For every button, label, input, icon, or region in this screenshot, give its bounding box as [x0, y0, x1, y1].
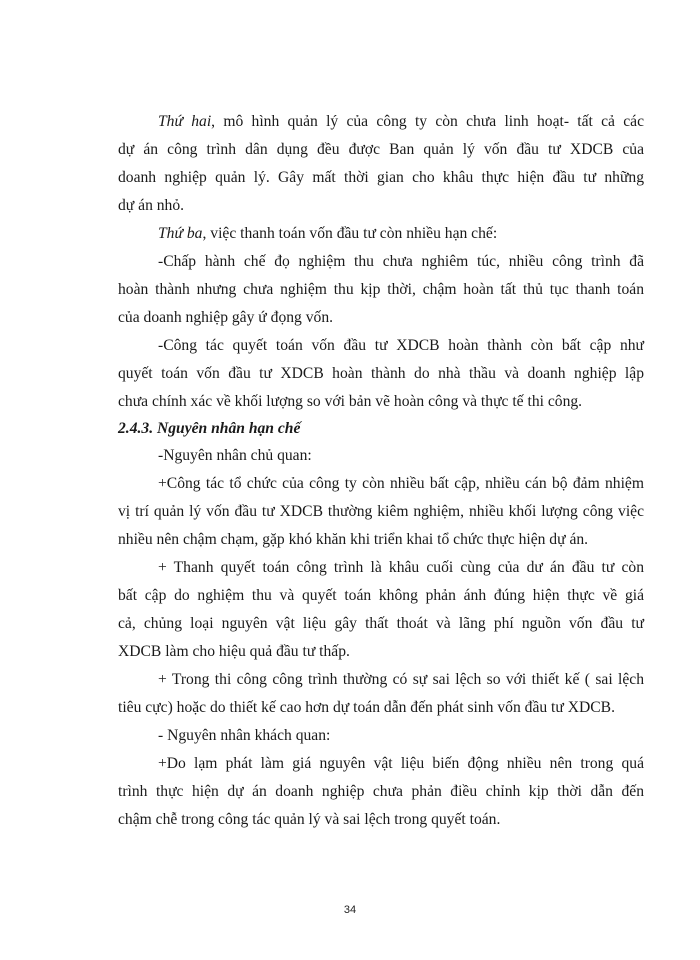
italic-lead-text: Thứ hai	[158, 113, 212, 130]
paragraph-text: , mô hình quản lý của công ty còn chưa linh hoạt- tất cả các	[211, 113, 644, 130]
paragraph-line: của doanh nghiệp gây ứ đọng vốn.	[118, 309, 334, 326]
paragraph-line: +Công tác tổ chức của công ty còn nhiều bất cập, nhiều cán bộ đảm nhiệm	[158, 475, 644, 492]
paragraph-line: + Thanh quyết toán công trình là khâu cuối cùng của dư án đầu tư còn	[158, 559, 644, 576]
paragraph-line: -Chấp hành chế đọ nghiệm thu chưa nghiêm túc, nhiều công trình đã	[158, 253, 644, 270]
paragraph-line: - Nguyên nhân khách quan:	[158, 727, 331, 744]
paragraph-text: , việc thanh toán vốn đầu tư còn nhiều hạn chế:	[202, 225, 498, 242]
paragraph-line: chưa chính xác về khối lượng so với bản vẽ hoàn công và thực tế thi công.	[118, 393, 583, 410]
paragraph-line: XDCB làm cho hiệu quả đầu tư thấp.	[118, 643, 350, 660]
paragraph-line: -Công tác quyết toán vốn đầu tư XDCB hoàn thành còn bất cập như	[158, 337, 644, 354]
paragraph-line: bất cập do nghiệm thu và quyết toán không phản ánh đúng hiện thực về giá	[118, 587, 644, 604]
paragraph-line: + Trong thi công công trình thường có sự sai lệch so với thiết kế ( sai lệch	[158, 671, 644, 688]
paragraph-line: trình thực hiện dự án doanh nghiệp chưa phản điều chỉnh kịp thời dẫn đến	[118, 783, 644, 800]
paragraph-line: nhiều nên chậm chạm, gặp khó khăn khi triển khai tổ chức thực hiện dự án.	[118, 531, 589, 548]
paragraph-line	[158, 224, 644, 244]
paragraph-line: hoàn thành nhưng chưa nghiệm thu kịp thời, chậm hoàn tất thủ tục thanh toán	[118, 281, 644, 298]
paragraph-line: dự án công trình dân dụng đều được Ban quản lý vốn đầu tư XDCB của	[118, 141, 644, 158]
paragraph-line: doanh nghiệp quản lý. Gây mất thời gian cho khâu thực hiện đầu tư những	[118, 169, 644, 186]
paragraph-line: +Do lạm phát làm giá nguyên vật liệu biến động nhiều nên trong quá	[158, 755, 644, 772]
paragraph-line: -Nguyên nhân chủ quan:	[158, 447, 312, 464]
page-number: 34	[343, 904, 357, 916]
paragraph-line: quyết toán vốn đầu tư XDCB hoàn thành do nhà thầu và doanh nghiệp lập	[118, 365, 644, 382]
paragraph-line: chậm chễ trong công tác quản lý và sai lệch trong quyết toán.	[118, 811, 501, 828]
italic-lead-text: Thứ ba	[158, 225, 203, 242]
paragraph-line: dự án nhỏ.	[118, 197, 185, 214]
paragraph-line: vị trí quản lý vốn đầu tư XDCB thường kiêm nghiệm, nhiều khối lượng công việc	[118, 503, 644, 520]
paragraph-line: cả, chủng loại nguyên vật liệu gây thất thoát và lãng phí nguồn vốn đầu tư	[118, 615, 644, 632]
paragraph-line	[158, 112, 644, 132]
section-heading: 2.4.3. Nguyên nhân hạn chế	[118, 420, 301, 437]
paragraph-line: tiêu cực) hoặc do thiết kế cao hơn dự toán dẫn đến phát sinh vốn đầu tư XDCB.	[118, 699, 615, 716]
